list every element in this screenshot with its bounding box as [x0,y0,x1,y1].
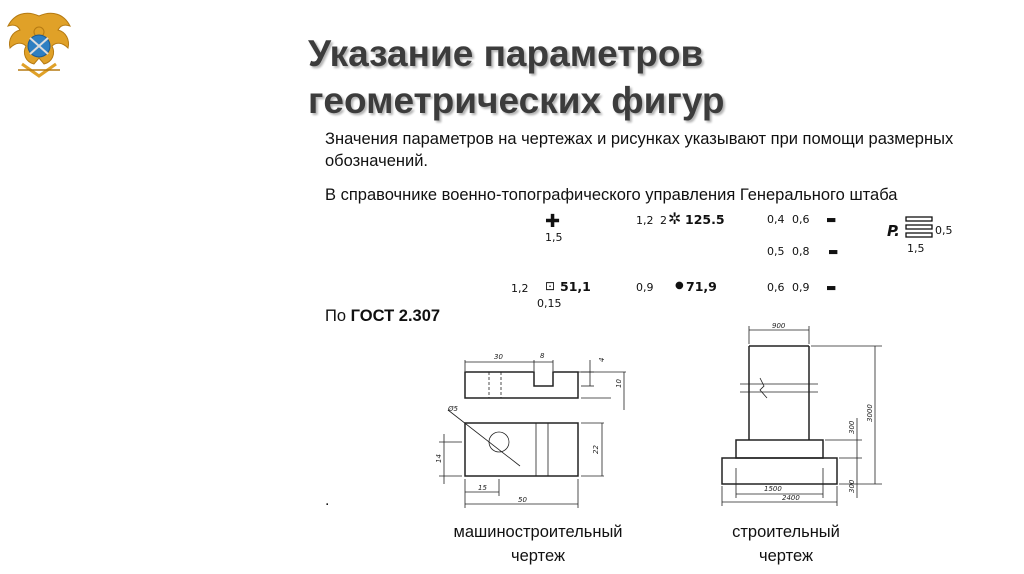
sym-value: 0,5 [767,245,785,258]
gost-label: ГОСТ 2.307 [350,307,441,325]
plus-mark-icon: ✚ [545,211,561,232]
dim-label: Ø5 [448,405,458,413]
dim-label: 3000 [866,404,874,422]
sym-value: 0,8 [792,245,810,258]
emblem-logo [4,2,74,84]
dash-mark-icon: ▬ [826,213,837,226]
bullet-dot: . [325,492,330,509]
sym-value: 0,9 [792,281,810,294]
dim-label: 22 [592,445,600,454]
square-dot-icon: ⊡ [545,279,556,293]
sun-mark-icon: ✲ [668,209,682,228]
sym-value: 0,4 [767,213,785,226]
sym-value: 2 [660,214,667,227]
dot-mark-icon: ● [675,280,684,291]
mechanical-drawing [436,348,636,513]
sym-value: 0,15 [537,297,562,310]
dim-label: 4 [598,357,606,362]
dim-label: 50 [518,496,527,504]
paragraph-handbook: В справочнике военно-топографического управления Генерального штаба [325,186,898,204]
sym-value: 125.5 [685,212,725,227]
dim-label: 300 [848,479,856,493]
dash-mark-icon: ▬ [828,245,839,258]
paragraph-dimensions: Значения параметров на чертежах и рисунках указывают при помощи размерных обозначений. [325,130,954,170]
stacked-bars-icon [904,215,934,239]
dim-label: 1500 [764,485,782,493]
sym-value: 0,6 [792,213,810,226]
caption-mechanical: машиностроительный чертеж [453,523,623,565]
dim-label: 300 [848,420,856,434]
sym-value: 1,2 [636,214,654,227]
sym-value: 71,9 [686,279,717,294]
dim-label: 14 [435,454,443,463]
sym-value: P. [887,222,900,240]
dash-mark-icon: ▬ [826,281,837,294]
dim-label: 900 [772,322,786,330]
sym-value: 51,1 [560,279,591,294]
sym-value: 0,5 [935,224,953,237]
dim-label: 30 [494,353,503,361]
sym-value: 1,5 [907,242,925,255]
gost-prefix: По [325,307,351,325]
paragraph-gost [325,305,440,327]
construction-drawing [712,318,892,508]
dim-label: 15 [478,484,487,492]
slide-title: Указание параметров геометрических фигур [308,33,725,121]
dim-label: 10 [615,379,623,388]
caption-construction: строительный чертеж [732,523,840,565]
dim-label: 2400 [782,494,800,502]
sym-value: 0,9 [636,281,654,294]
sym-value: 1,5 [545,231,563,244]
sym-value: 0,6 [767,281,785,294]
sym-value: 1,2 [511,282,529,295]
dim-label: 8 [540,352,545,360]
